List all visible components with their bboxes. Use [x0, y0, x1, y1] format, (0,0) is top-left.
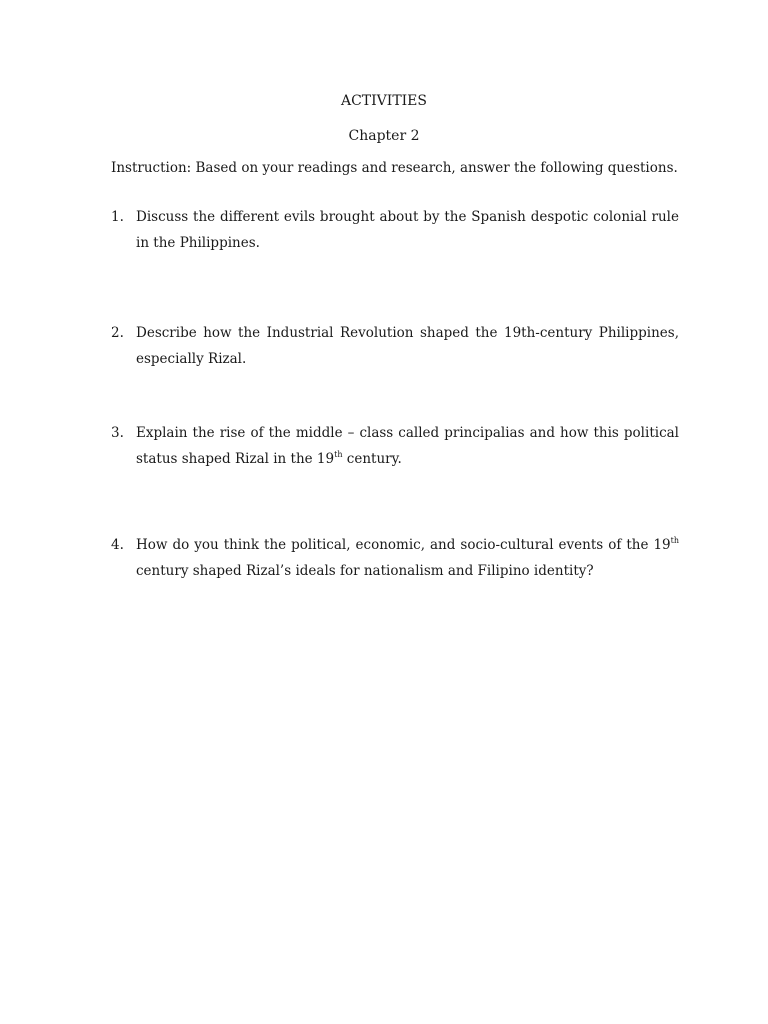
question-text: Explain the rise of the middle – class called principalias and how this political status shaped Rizal in the 19th century. — [136, 425, 679, 467]
question-item — [111, 420, 679, 472]
question-text: Discuss the different evils brought about by the Spanish despotic colonial rule in the Philippines. — [136, 209, 679, 251]
question-number: 3. — [111, 425, 124, 441]
question-number: 2. — [111, 325, 124, 341]
question-text: How do you think the political, economic, and socio-cultural events of the 19th century shaped Rizal’s ideals for nationalism and Filipino identity? — [136, 536, 679, 579]
ordinal-superscript: th — [334, 450, 343, 459]
ordinal-superscript: th — [670, 536, 679, 545]
question-number: 1. — [111, 209, 124, 225]
question-item — [111, 204, 679, 256]
instruction-text: Instruction: Based on your readings and research, answer the following questions. — [111, 160, 678, 176]
page-title: ACTIVITIES — [340, 93, 427, 109]
chapter-heading: Chapter 2 — [348, 128, 420, 144]
question-number: 4. — [111, 537, 124, 553]
question-text: Describe how the Industrial Revolution shaped the 19th-century Philippines, especially Rizal. — [136, 325, 679, 367]
question-item — [111, 532, 679, 584]
question-item — [111, 320, 679, 372]
